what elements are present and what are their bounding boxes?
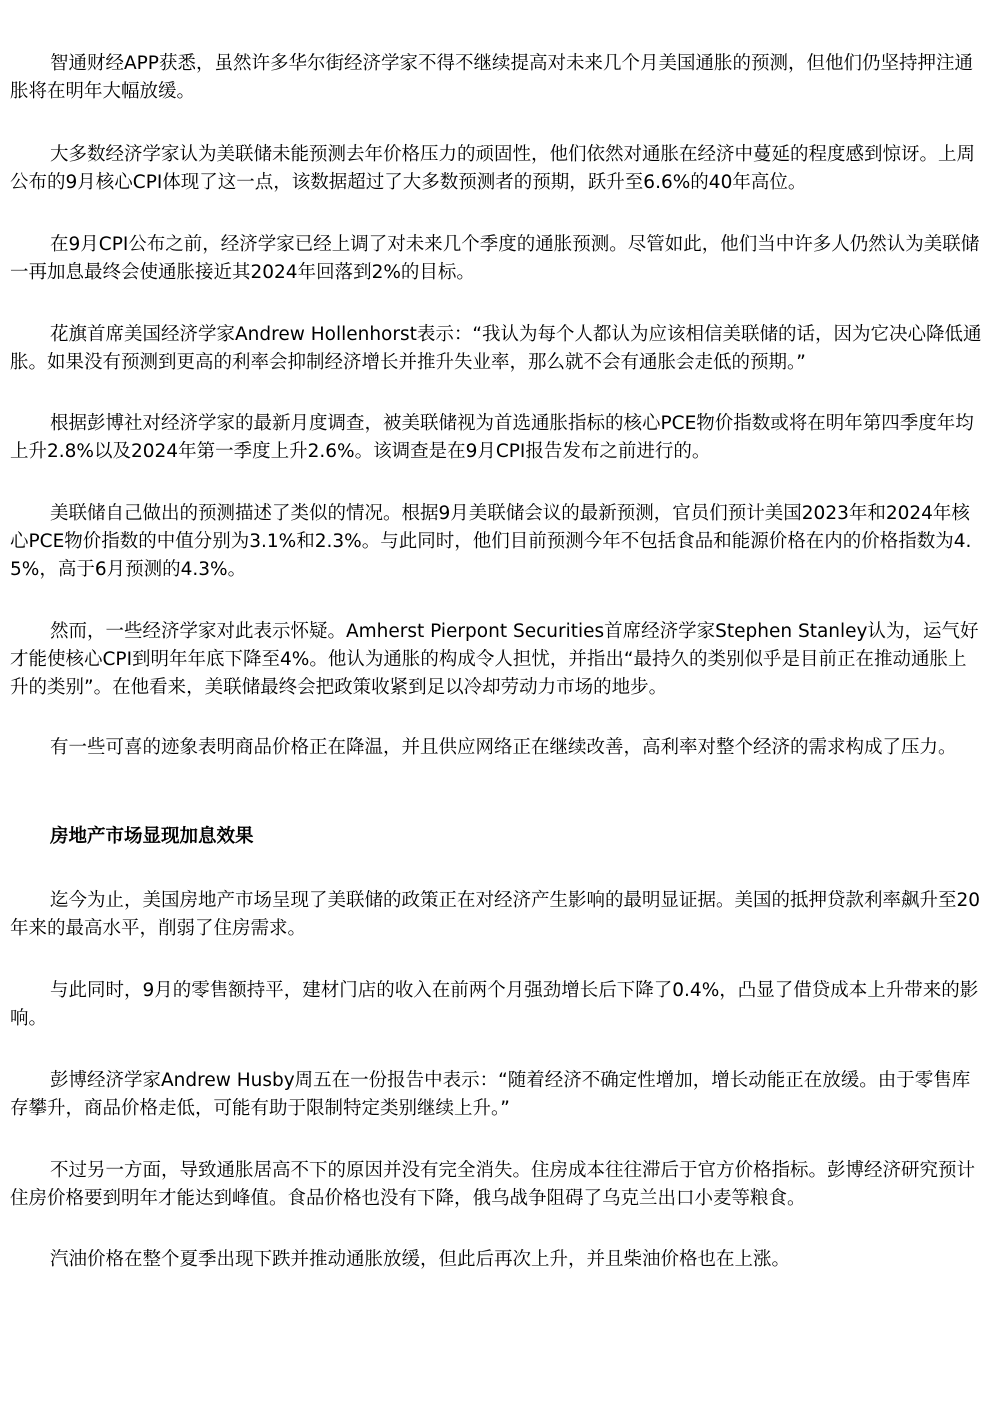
paragraph-forecast-raise: 在9月CPI公布之前，经济学家已经上调了对未来几个季度的通胀预测。尽管如此，他们当中许多人仍然认为美联储一再加息最终会使通胀接近其2024年回落到2%的目标。	[10, 234, 980, 283]
paragraph-intro: 智通财经APP获悉，虽然许多华尔街经济学家不得不继续提高对未来几个月美国通胀的预测，但他们仍坚持押注通胀将在明年大幅放缓。	[10, 53, 973, 102]
paragraph-goods-cooling: 有一些可喜的迹象表明商品价格正在降温，并且供应网络正在继续改善，高利率对整个经济的需求构成了压力。	[50, 737, 957, 758]
paragraph-citi-quote: 花旗首席美国经济学家Andrew Hollenhorst表示：“我认为每个人都认为应该相信美联储的话，因为它决心降低通胀。如果没有预测到更高的利率会抑制经济增长并推升失业率，那么就不会有通胀会走低的预期。”	[10, 324, 982, 373]
paragraph-housing-market: 迄今为止，美国房地产市场呈现了美联储的政策正在对经济产生影响的最明显证据。美国的抵押贷款利率飙升至20年来的最高水平，削弱了住房需求。	[10, 890, 981, 939]
paragraph-core-cpi: 大多数经济学家认为美联储未能预测去年价格压力的顽固性，他们依然对通胀在经济中蔓延的程度感到惊讶。上周公布的9月核心CPI体现了这一点，该数据超过了大多数预测者的预期，跃升至6.6%的40年高位。	[10, 144, 976, 193]
section-heading: 房地产市场显现加息效果	[50, 826, 254, 847]
paragraph-fed-projection: 美联储自己做出的预测描述了类似的情况。根据9月美联储会议的最新预测，官员们预计美国2023年和2024年核心PCE物价指数的中值分别为3.1%和2.3%。与此同时，他们目前预测今年不包括食品和能源价格在内的价格指数为4.5%，高于6月预测的4.3%。	[10, 503, 972, 580]
paragraph-skepticism: 然而，一些经济学家对此表示怀疑。Amherst Pierpont Securities首席经济学家Stephen Stanley认为，运气好才能使核心CPI到明年年底下降至4%。他认为通胀的构成令人担忧，并指出“最持久的类别似乎是目前正在推动通胀上升的类别”。在他看来，美联储最终会把政策收紧到足以冷却劳动力市场的地步。	[10, 621, 979, 698]
paragraph-persistent-causes: 不过另一方面，导致通胀居高不下的原因并没有完全消失。住房成本往往滞后于官方价格指标。彭博经济研究预计住房价格要到明年才能达到峰值。食品价格也没有下降，俄乌战争阻碍了乌克兰出口小麦等粮食。	[10, 1160, 976, 1209]
paragraph-gasoline: 汽油价格在整个夏季出现下跌并推动通胀放缓，但此后再次上升，并且柴油价格也在上涨。	[50, 1249, 791, 1270]
paragraph-bloomberg-survey: 根据彭博社对经济学家的最新月度调查，被美联储视为首选通胀指标的核心PCE物价指数或将在明年第四季度年均上升2.8%以及2024年第一季度上升2.6%。该调查是在9月CPI报告发布之前进行的。	[10, 413, 974, 462]
paragraph-husby-quote: 彭博经济学家Andrew Husby周五在一份报告中表示：“随着经济不确定性增加，增长动能正在放缓。由于零售库存攀升，商品价格走低，可能有助于限制特定类别继续上升。”	[10, 1070, 971, 1119]
paragraph-retail-sales: 与此同时，9月的零售额持平，建材门店的收入在前两个月强劲增长后下降了0.4%，凸显了借贷成本上升带来的影响。	[10, 980, 979, 1029]
